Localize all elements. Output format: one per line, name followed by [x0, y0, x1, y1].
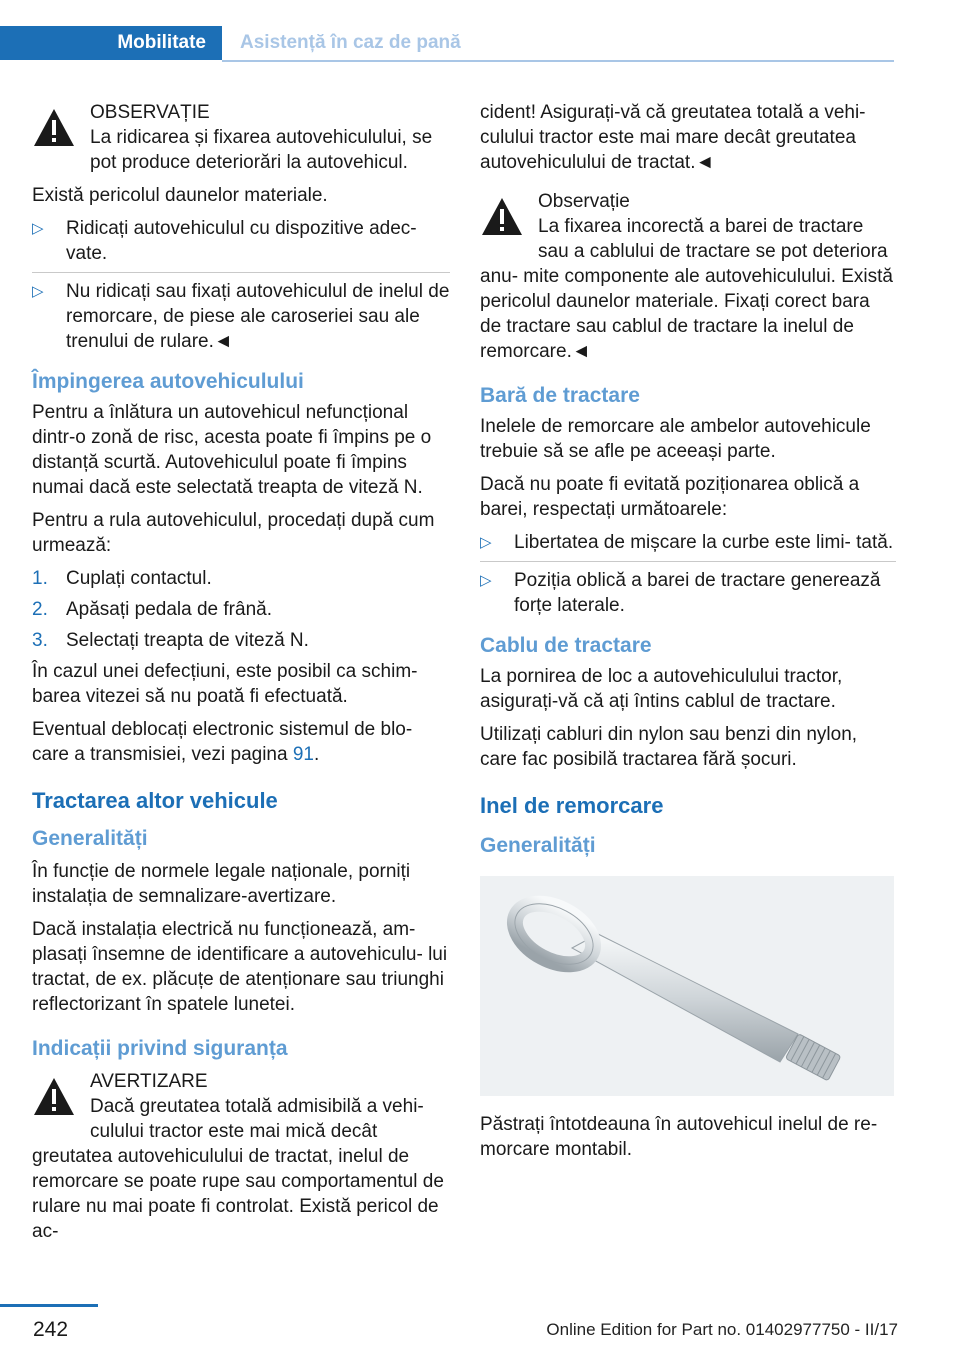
warning-triangle-icon — [32, 1075, 76, 1119]
warning-block — [32, 1069, 450, 1244]
tow-ring-illustration — [480, 876, 894, 1096]
list-item: ▷ Ridicați autovehiculul cu dispozitive adec‐ vate. — [32, 218, 417, 264]
section-heading-cable: Cablu de tractare — [480, 634, 652, 657]
paragraph: Pentru a rula autovehiculul, procedați după cum urmează: — [32, 510, 435, 556]
right-column — [480, 100, 896, 1170]
subheading-safety: Indicații privind siguranța — [32, 1037, 288, 1060]
warning-triangle-icon — [32, 106, 76, 150]
triangle-bullet-icon: ▷ — [32, 220, 44, 237]
notice-title: Observație — [538, 191, 630, 212]
paragraph: Eventual deblocați electronic sistemul de blo‐ care a transmisiei, vezi pagina 91. — [32, 719, 413, 765]
list-divider — [480, 561, 896, 562]
list-item: ▷ Poziția oblică a barei de tractare generează forțe laterale. — [480, 570, 881, 616]
list-item: ▷ Nu ridicați sau fixați autovehiculul de inelul de remorcare, de piese ale caroseriei sau ale trenului de rulare.◄ — [32, 281, 450, 352]
page-header — [0, 26, 960, 62]
triangle-bullet-icon: ▷ — [32, 283, 44, 300]
bar-bullets — [480, 530, 896, 618]
warning-continuation: cident! Asigurați-vă că greutatea totală a vehi‐ culului tractor este mai mare decât greutatea autovehiculului de tractat.◄ — [480, 102, 866, 173]
paragraph: Dacă nu poate fi evitată poziționarea oblică a barei, respectați următoarele: — [480, 474, 860, 520]
left-column — [32, 100, 450, 1252]
subheading-general: Generalități — [480, 834, 596, 857]
paragraph: Dacă instalația electrică nu funcționează, am‐ plasați însemne de identificare a autovehiculu‐ lui tractat, de ex. plăcuțe de atenționare sau triunghi reflectorizant în spatele lunetei. — [32, 919, 448, 1015]
list-divider — [32, 272, 450, 273]
notice-bullets — [32, 216, 450, 354]
notice-text: La ridicarea și fixarea autovehiculului, se pot produce deteriorări la autovehicul. — [90, 127, 433, 173]
footer-divider — [0, 1304, 98, 1307]
triangle-bullet-icon: ▷ — [480, 572, 492, 589]
list-item: 1. Cuplați contactul. — [32, 568, 212, 589]
section-heading-push: Împingerea autovehiculului — [32, 370, 304, 393]
header-divider — [222, 60, 894, 62]
notice-text: La fixarea incorectă a barei de tractare sau a cablului de tractare se pot deteriora anu‐ mite componente ale autovehiculului. Există pericolul daunelor materiale. Fixați corect bara de tractare sau cablul de tractare la inelul de remorcare.◄ — [480, 216, 893, 362]
paragraph: În cazul unei defecțiuni, este posibil ca schim‐ barea vitezei să nu poată fi efectuată. — [32, 661, 418, 707]
section-tab — [0, 26, 222, 60]
page-number: 242 — [33, 1318, 69, 1341]
notice-block — [32, 100, 450, 175]
section-label: Mobilitate — [117, 32, 206, 53]
notice-title: OBSERVAȚIE — [90, 102, 210, 123]
paragraph: Utilizați cabluri din nylon sau benzi din nylon, care fac posibilă tractarea fără șocuri. — [480, 724, 858, 770]
section-heading-ring: Inel de remorcare — [480, 793, 664, 818]
notice-block — [480, 189, 896, 364]
warning-title: AVERTIZARE — [90, 1071, 208, 1092]
steps-list — [32, 566, 450, 653]
subheading-general: Generalități — [32, 827, 148, 850]
paragraph: Păstrați întotdeauna în autovehicul inelul de re‐ morcare montabil. — [480, 1114, 878, 1160]
page-reference-link[interactable]: 91 — [292, 744, 314, 765]
section-heading-towing: Tractarea altor vehicule — [32, 788, 278, 813]
list-item: 3. Selectați treapta de viteză N. — [32, 630, 309, 651]
notice-risk: Există pericolul daunelor materiale. — [32, 185, 328, 206]
edition-note: Online Edition for Part no. 01402977750 - II/17 — [546, 1320, 898, 1339]
warning-text: Dacă greutatea totală admisibilă a vehi‐ culului tractor este mai mică decât greutatea autovehiculului de tractat, inelul de remorcare se poate rupe sau comportamentul de rulare nu mai poate fi controlat. Există pericol de ac‐ — [32, 1096, 444, 1242]
tow-ring-image — [480, 876, 894, 1096]
paragraph: În funcție de normele legale naționale, porniți instalația de semnalizare-avertizare. — [32, 861, 411, 907]
subsection-label: Asistență în caz de pană — [240, 32, 461, 53]
paragraph: La pornirea de loc a autovehiculului tractor, asigurați-vă că ați întins cablul de tractare. — [480, 666, 843, 712]
warning-triangle-icon — [480, 195, 524, 239]
paragraph: Pentru a înlătura un autovehicul nefuncțional dintr-o zonă de risc, acesta poate fi împins pe o distanță scurtă. Autovehiculul poate fi împins numai dacă este selectată treapta de viteză N. — [32, 402, 432, 498]
list-item: 2. Apăsați pedala de frână. — [32, 599, 272, 620]
triangle-bullet-icon: ▷ — [480, 534, 492, 551]
section-heading-bar: Bară de tractare — [480, 384, 640, 407]
list-item: ▷ Libertatea de mișcare la curbe este limi‐ tată. — [480, 532, 894, 553]
paragraph: Inelele de remorcare ale ambelor autovehicule trebuie să se afle pe aceeași parte. — [480, 416, 871, 462]
